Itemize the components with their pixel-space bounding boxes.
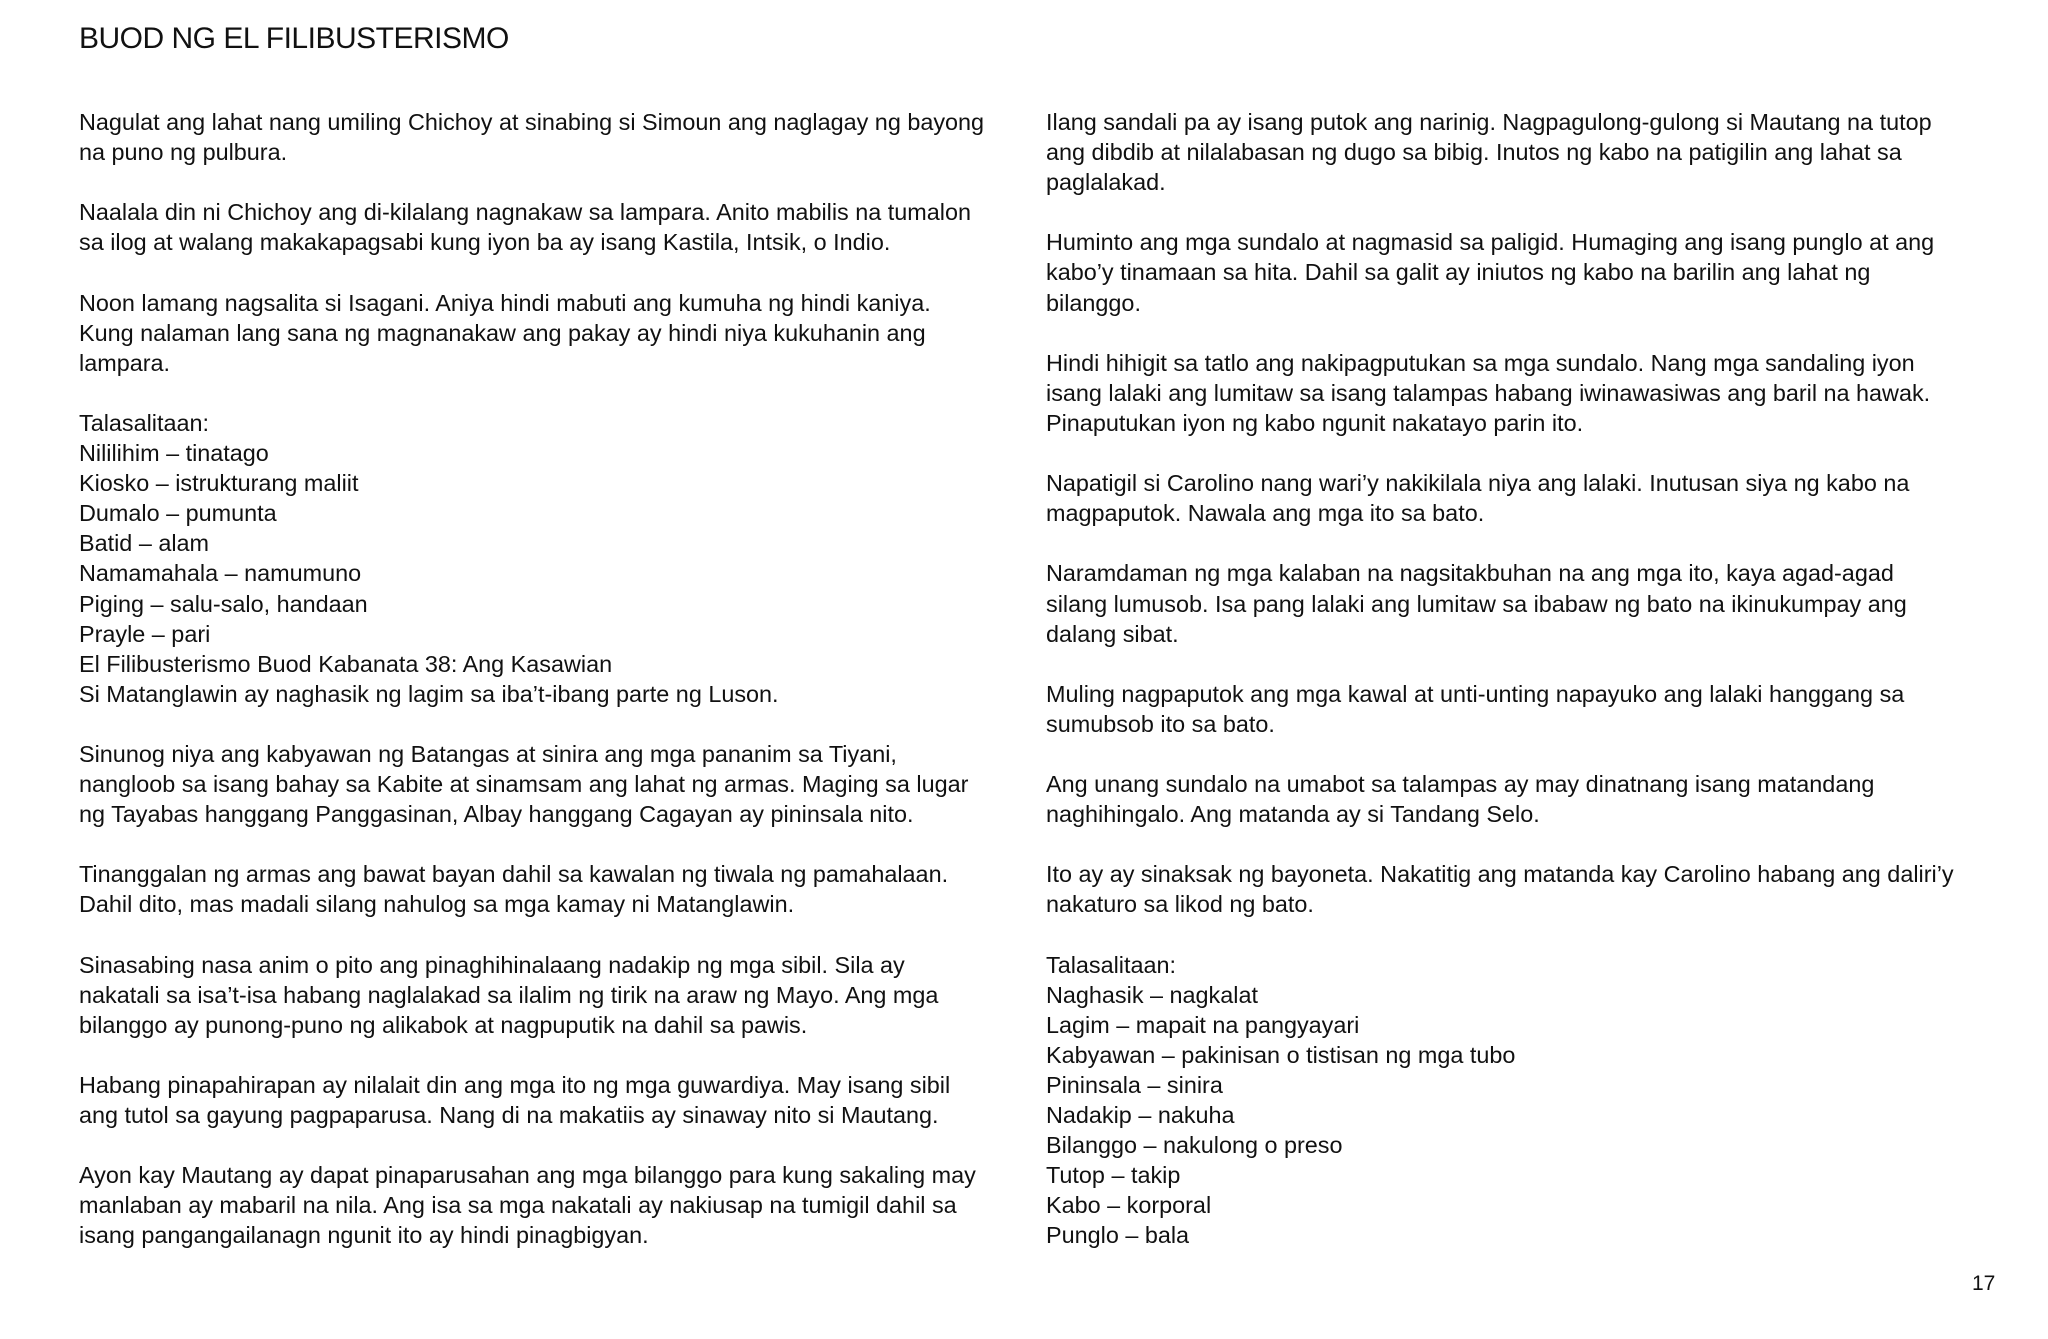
paragraph: Noon lamang nagsalita si Isagani. Aniya hindi mabuti ang kumuha ng hindi kaniya. Kung nalaman lang sana ng magnanakaw ang pakay ay hindi niya kukuhanin ang lampara. [79, 289, 931, 376]
right-column [1046, 107, 2006, 1251]
glossary-item: Batid – alam [79, 530, 210, 557]
glossary-item: Kabyawan – pakinisan o tistisan ng mga tubo [1046, 1041, 1516, 1068]
paragraph: Naramdaman ng mga kalaban na nagsitakbuhan na ang mga ito, kaya agad-agad silang lumusob. Isa pang lalaki ang lumitaw sa ibabaw ng bato na ikinukumpay ang dalang sibat. [1046, 560, 1907, 647]
glossary-item: Bilanggo – nakulong o preso [1046, 1132, 1343, 1159]
paragraph: Naalala din ni Chichoy ang di-kilalang nagnakaw sa lampara. Anito mabilis na tumalon sa ilog at walang makakapagsabi kung iyon ba ay isang Kastila, Intsik, o Indio. [79, 199, 971, 256]
paragraph: Napatigil si Carolino nang wari’y nakikilala niya ang lalaki. Inutusan siya ng kabo na magpaputok. Nawala ang mga ito sa bato. [1046, 470, 1910, 527]
page-number: 17 [1972, 1272, 1996, 1295]
chapter-heading: El Filibusterismo Buod Kabanata 38: Ang Kasawian [79, 650, 613, 677]
glossary-block [1046, 950, 2006, 1251]
left-column [79, 107, 1039, 1251]
glossary-heading: Talasalitaan: [79, 409, 210, 436]
paragraph: Ito ay ay sinaksak ng bayoneta. Nakatitig ang matanda kay Carolino habang ang daliri’y nakaturo sa likod ng bato. [1046, 861, 1954, 918]
glossary-item: Piging – salu-salo, handaan [79, 590, 368, 617]
paragraph: Habang pinapahirapan ay nilalait din ang mga ito ng mga guwardiya. May isang sibil ang tutol sa gayung pagpaparusa. Nang di na makatiis ay sinaway nito si Mautang. [79, 1072, 951, 1129]
paragraph: Sinunog niya ang kabyawan ng Batangas at sinira ang mga pananim sa Tiyani, nangloob sa isang bahay sa Kabite at sinamsam ang lahat ng armas. Maging sa lugar ng Tayabas hanggang Panggasinan, Albay hanggang Cagayan ay pininsala nito. [79, 740, 969, 828]
glossary-item: Lagim – mapait na pangyayari [1046, 1011, 1360, 1038]
glossary-item: Kabo – korporal [1046, 1192, 1212, 1219]
glossary-item: Kiosko – istrukturang maliit [79, 470, 359, 497]
glossary-item: Dumalo – pumunta [79, 500, 277, 527]
glossary-item: Prayle – pari [79, 620, 211, 647]
paragraph: Ilang sandali pa ay isang putok ang narinig. Nagpagulong-gulong si Mautang na tutop ang dibdib at nilalabasan ng dugo sa bibig. Inutos ng kabo na patigilin ang lahat sa paglalakad. [1046, 109, 1932, 196]
paragraph: Tinanggalan ng armas ang bawat bayan dahil sa kawalan ng tiwala ng pamahalaan. Dahil dito, mas madali silang nahulog sa mga kamay ni Matanglawin. [79, 861, 949, 918]
paragraph: Sinasabing nasa anim o pito ang pinaghihinalaang nadakip ng mga sibil. Sila ay nakatali sa isa’t-isa habang naglalakad sa ilalim ng tirik na araw ng Mayo. Ang mga bilanggo ay punong-puno ng alikabok at nagpuputik na dahil sa pawis. [79, 951, 939, 1038]
glossary-heading: Talasalitaan: [1046, 951, 1177, 978]
glossary-item: Nililihim – tinatago [79, 440, 269, 467]
paragraph: Muling nagpaputok ang mga kawal at unti-unting napayuko ang lalaki hanggang sa sumubsob ito sa bato. [1046, 680, 1905, 737]
paragraph: Ayon kay Mautang ay dapat pinaparusahan ang mga bilanggo para kung sakaling may manlaban ay mabaril na nila. Ang isa sa mga nakatali ay nakiusap na tumigil dahil sa isang pangangailanagn ngunit ito ay hindi pinagbigyan. [79, 1162, 976, 1249]
paragraph: Huminto ang mga sundalo at nagmasid sa paligid. Humaging ang isang punglo at ang kabo’y tinamaan sa hita. Dahil sa galit ay iniutos ng kabo na barilin ang lahat ng bilanggo. [1046, 229, 1935, 316]
glossary-block [79, 408, 1039, 709]
glossary-item: Naghasik – nagkalat [1046, 981, 1258, 1008]
glossary-item: Pininsala – sinira [1046, 1072, 1223, 1098]
paragraph: Hindi hihigit sa tatlo ang nakipagputukan sa mga sundalo. Nang mga sandaling iyon isang lalaki ang lumitaw sa isang talampas habang iwinawasiwas ang baril na hawak. Pinaputukan iyon ng kabo ngunit nakatayo parin ito. [1046, 349, 1931, 436]
paragraph: Nagulat ang lahat nang umiling Chichoy at sinabing si Simoun ang naglagay ng bayong na puno ng pulbura. [79, 109, 985, 166]
glossary-item: Nadakip – nakuha [1046, 1102, 1235, 1129]
glossary-item: Tutop – takip [1046, 1162, 1181, 1189]
glossary-item: Namamahala – namumuno [79, 560, 362, 587]
chapter-intro: Si Matanglawin ay naghasik ng lagim sa iba’t-ibang parte ng Luson. [79, 680, 779, 707]
glossary-item: Punglo – bala [1046, 1222, 1190, 1249]
document-title: BUOD NG EL FILIBUSTERISMO [79, 22, 509, 55]
paragraph: Ang unang sundalo na umabot sa talampas ay may dinatnang isang matandang naghihingalo. Ang matanda ay si Tandang Selo. [1046, 771, 1875, 828]
